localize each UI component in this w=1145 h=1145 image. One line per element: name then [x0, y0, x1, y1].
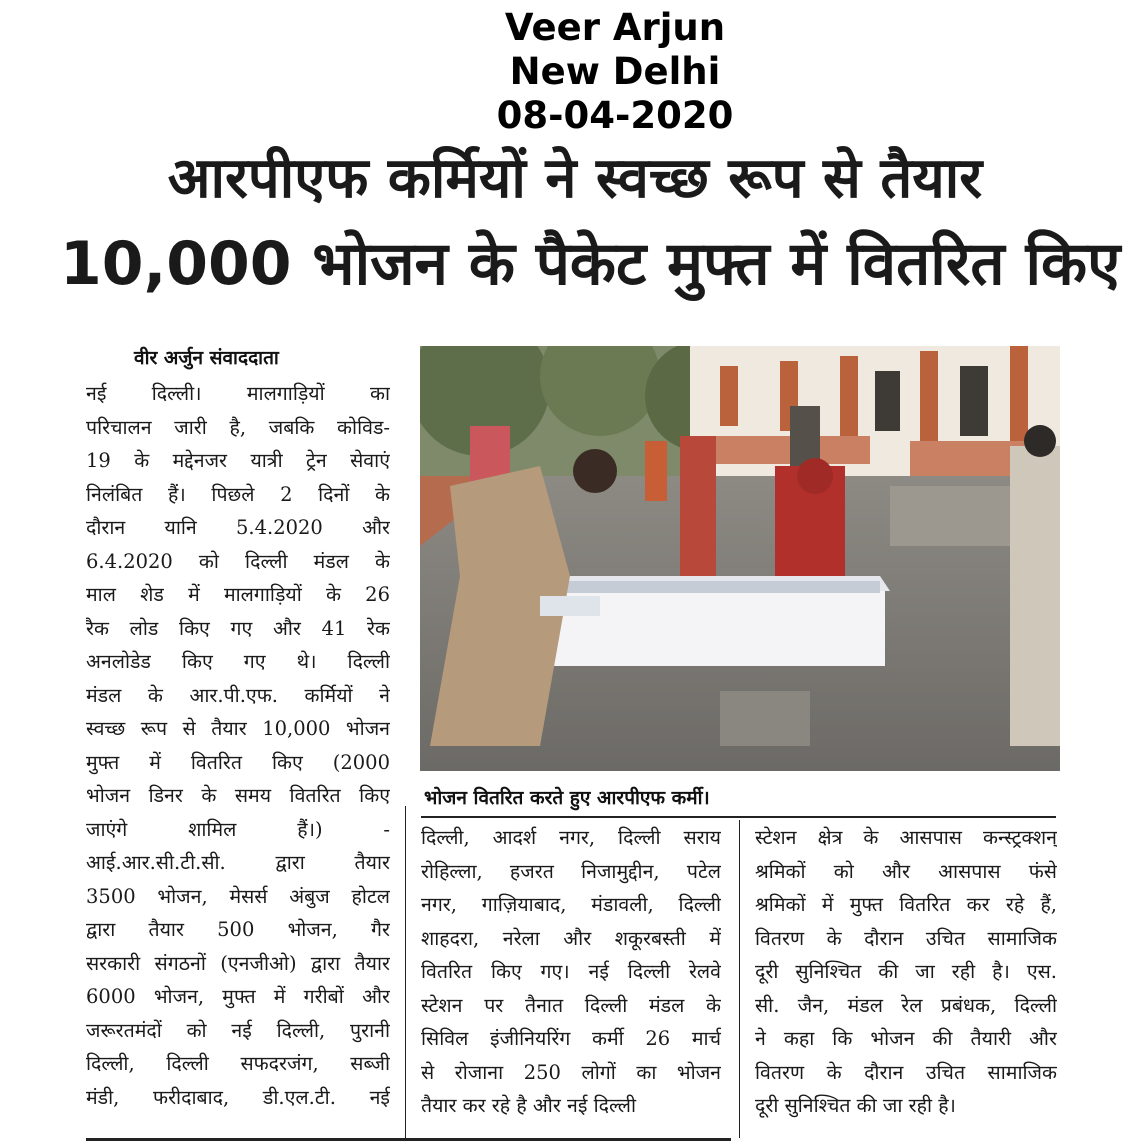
- article-line: माल शेड में मालगाड़ियों के 26: [86, 583, 390, 606]
- article-line: द्वारा तैयार 500 भोजन, गैर: [86, 918, 390, 941]
- byline: वीर अर्जुन संवाददाता: [134, 347, 279, 369]
- article-line: नई दिल्ली। मालगाड़ियों का: [86, 382, 390, 405]
- article-line: स्टेशन क्षेत्र के आसपास कन्स्ट्रक्शन्: [755, 826, 1057, 849]
- article-column-2: [421, 821, 721, 1123]
- article-line: परिचालन जारी है, जबकि कोविड-: [86, 415, 390, 439]
- article-line: सिविल इंजीनियरिंग कर्मी 26 मार्च: [421, 1027, 721, 1050]
- article-line: श्रमिकों को और आसपास फंसे: [755, 859, 1057, 883]
- article-line: स्टेशन पर तैनात दिल्ली मंडल के: [421, 993, 721, 1017]
- headline-line-2: 10,000 भोजन के पैकेट मुफ्त में वितरित किए: [60, 229, 1121, 299]
- article-line: सरकारी संगठनों (एनजीओ) द्वारा तैयार: [86, 951, 390, 975]
- article-line: दिल्ली, दिल्ली सफदरजंग, सब्जी: [86, 1052, 390, 1075]
- masthead-city: New Delhi: [509, 50, 721, 93]
- article-line: स्वच्छ रूप से तैयार 10,000 भोजन: [86, 717, 390, 740]
- article-line: रैक लोड किए गए और 41 रेक: [86, 616, 390, 640]
- article-line: 6000 भोजन, मुफ्त में गरीबों और: [86, 985, 390, 1008]
- article-line: भोजन डिनर के समय वितरित किए: [86, 784, 390, 807]
- article-line: वितरण के दौरान उचित सामाजिक: [755, 1060, 1057, 1084]
- column-divider-1: [405, 806, 406, 1138]
- caption-divider: [421, 816, 1056, 818]
- article-line: मंडल के आर.पी.एफ. कर्मियों ने: [86, 683, 390, 707]
- article-line: शाहदरा, नरेला और शकूरबस्ती में: [421, 926, 721, 950]
- masthead-date: 08-04-2020: [496, 94, 734, 137]
- masthead-paper-name: Veer Arjun: [504, 6, 726, 49]
- headline-line-1: आरपीएफ कर्मियों ने स्वच्छ रूप से तैयार: [167, 146, 983, 211]
- article-line: सी. जैन, मंडल रेल प्रबंधक, दिल्ली: [755, 993, 1057, 1017]
- article-line: जरूरतमंदों को नई दिल्ली, पुरानी: [86, 1018, 390, 1042]
- article-line: से रोजाना 250 लोगों का भोजन: [421, 1060, 721, 1084]
- article-line: 6.4.2020 को दिल्ली मंडल के: [86, 549, 390, 573]
- article-line: दूरी सुनिश्चित की जा रही है।: [755, 1094, 956, 1117]
- article-line: आई.आर.सी.टी.सी. द्वारा तैयार: [86, 851, 390, 874]
- article-line: वितरित किए गए। नई दिल्ली रेलवे: [421, 960, 721, 983]
- article-line: निलंबित हैं। पिछले 2 दिनों के: [86, 482, 390, 506]
- article-line: रोहिल्ला, हजरत निजामुद्दीन, पटेल: [421, 859, 721, 883]
- article-line: मुफ्त में वितरित किए (2000: [86, 750, 390, 774]
- article-line: 3500 भोजन, मेसर्स अंबुज होटल: [86, 884, 390, 908]
- article-line: 19 के मद्देनजर यात्री ट्रेन सेवाएं: [86, 449, 390, 472]
- article-line: दौरान यानि 5.4.2020 और: [86, 516, 390, 539]
- news-photo: [420, 346, 1060, 771]
- article-column-1: [86, 377, 390, 1114]
- article-line: जाएंगे शामिल हैं।) -: [86, 817, 390, 841]
- bottom-rule: [86, 1138, 731, 1141]
- article-line: वितरण के दौरान उचित सामाजिक: [755, 926, 1057, 950]
- column-divider-2: [739, 820, 740, 1138]
- article-line: ने कहा कि भोजन की तैयारी और: [755, 1027, 1057, 1050]
- photo-illustration: [420, 346, 1060, 771]
- article-column-3: [755, 821, 1057, 1123]
- article-line: अनलोडेड किए गए थे। दिल्ली: [86, 650, 390, 673]
- article-line: दिल्ली, आदर्श नगर, दिल्ली सराय: [421, 826, 721, 849]
- article-line: श्रमिकों में मुफ्त वितरित कर रहे हैं,: [755, 893, 1057, 916]
- article-line: तैयार कर रहे है और नई दिल्ली: [421, 1094, 637, 1117]
- article-line: मंडी, फरीदाबाद, डी.एल.टी. नई: [86, 1085, 390, 1109]
- article-line: दूरी सुनिश्चित की जा रही है। एस.: [755, 960, 1057, 983]
- photo-caption: भोजन वितरित करते हुए आरपीएफ कर्मी।: [424, 787, 710, 809]
- article-line: नगर, गाज़ियाबाद, मंडावली, दिल्ली: [421, 893, 721, 916]
- masthead: [470, 6, 760, 138]
